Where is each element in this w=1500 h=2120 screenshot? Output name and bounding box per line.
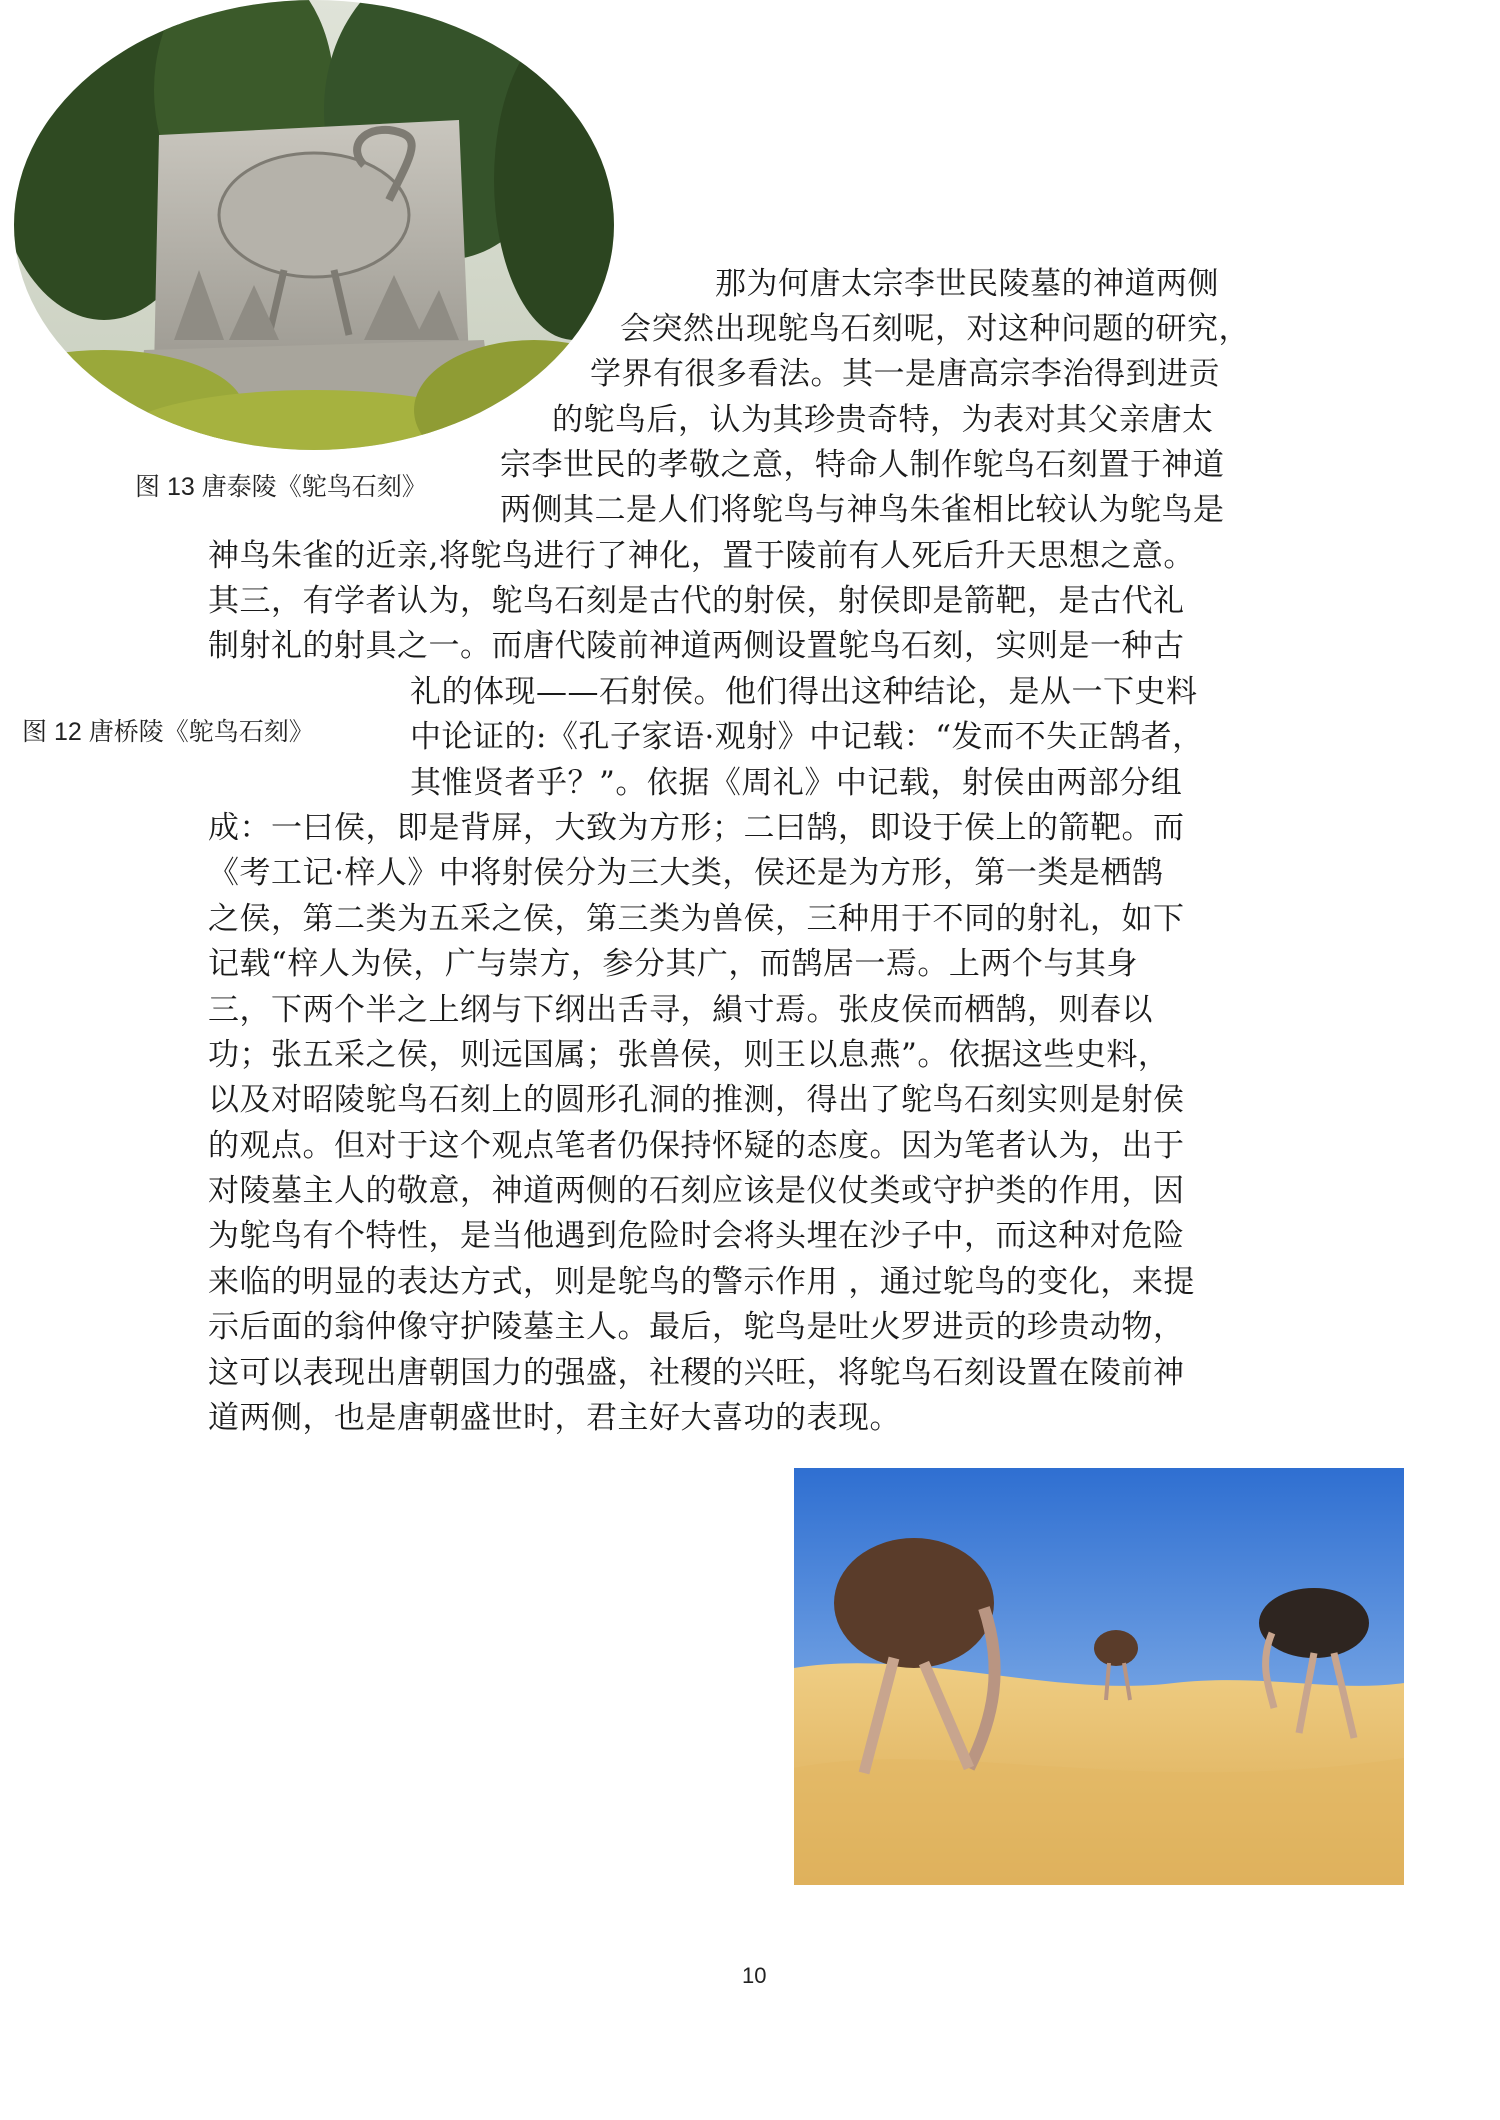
body-text-line: 中论证的:《孔子家语·观射》中记载：“发而不失正鹄者，: [410, 719, 1204, 755]
body-text-line: 礼的体现——石射侯。他们得出这种结论，是从一下史料: [410, 674, 1198, 710]
stone-carving-illustration: [14, 0, 614, 450]
figure-13-caption: 图 13 唐泰陵《鸵鸟石刻》: [135, 473, 427, 501]
page-number: 10: [742, 1963, 767, 1988]
body-text-line: 其三，有学者认为，鸵鸟石刻是古代的射侯，射侯即是箭靶，是古代礼: [208, 583, 1185, 619]
body-text-line: 的鸵鸟后，认为其珍贵奇特，为表对其父亲唐太: [552, 402, 1214, 438]
figure-13-ostrich-stone-carving-photo: [14, 0, 614, 450]
body-text-line: 两侧其二是人们将鸵鸟与神鸟朱雀相比较认为鸵鸟是: [500, 492, 1225, 528]
body-text-line: 那为何唐太宗李世民陵墓的神道两侧: [715, 266, 1219, 302]
body-text-line: 学界有很多看法。其一是唐高宗李治得到进贡: [590, 356, 1220, 392]
ostrich-illustration: [794, 1468, 1404, 1885]
body-text-line: 道两侧，也是唐朝盛世时，君主好大喜功的表现。: [208, 1400, 901, 1436]
body-text-line: 其惟贤者乎？”。依据《周礼》中记载，射侯由两部分组: [410, 765, 1183, 801]
body-text-line: 成：一曰侯，即是背屏，大致为方形；二曰鹄，即设于侯上的箭靶。而: [208, 810, 1185, 846]
body-text-line: 《考工记·梓人》中将射侯分为三大类，侯还是为方形，第一类是栖鹄: [208, 855, 1164, 891]
body-text-line: 对陵墓主人的敬意，神道两侧的石刻应该是仪仗类或守护类的作用，因: [208, 1173, 1185, 1209]
figure-12-caption: 图 12 唐桥陵《鸵鸟石刻》: [22, 718, 314, 746]
body-text-line: 示后面的翁仲像守护陵墓主人。最后，鸵鸟是吐火罗进贡的珍贵动物，: [208, 1309, 1185, 1345]
body-text-line: 这可以表现出唐朝国力的强盛，社稷的兴旺，将鸵鸟石刻设置在陵前神: [208, 1355, 1185, 1391]
body-text-line: 来临的明显的表达方式，则是鸵鸟的警示作用 ，通过鸵鸟的变化，来提: [208, 1264, 1195, 1300]
body-text-line: 之侯，第二类为五采之侯，第三类为兽侯，三种用于不同的射礼，如下: [208, 901, 1185, 937]
body-text-line: 为鸵鸟有个特性，是当他遇到危险时会将头埋在沙子中，而这种对危险: [208, 1218, 1185, 1254]
body-text-line: 会突然出现鸵鸟石刻呢，对这种问题的研究，: [620, 311, 1250, 347]
body-text-line: 以及对昭陵鸵鸟石刻上的圆形孔洞的推测，得出了鸵鸟石刻实则是射侯: [208, 1082, 1185, 1118]
ostrich-desert-photo: [794, 1468, 1404, 1885]
body-text-line: 记载“梓人为侯，广与崇方，参分其广，而鹄居一焉。上两个与其身: [208, 946, 1138, 982]
body-text-line: 三，下两个半之上纲与下纲出舌寻，縜寸焉。张皮侯而栖鹄，则春以: [208, 992, 1153, 1028]
body-text-line: 制射礼的射具之一。而唐代陵前神道两侧设置鸵鸟石刻，实则是一种古: [208, 628, 1185, 664]
body-text-line: 神鸟朱雀的近亲,将鸵鸟进行了神化，置于陵前有人死后升天思想之意。: [208, 538, 1195, 574]
body-text-line: 宗李世民的孝敬之意，特命人制作鸵鸟石刻置于神道: [500, 447, 1225, 483]
body-text-line: 功；张五采之侯，则远国属；张兽侯，则王以息燕”。依据这些史料，: [208, 1037, 1170, 1073]
body-text-line: 的观点。但对于这个观点笔者仍保持怀疑的态度。因为笔者认为，出于: [208, 1128, 1185, 1164]
